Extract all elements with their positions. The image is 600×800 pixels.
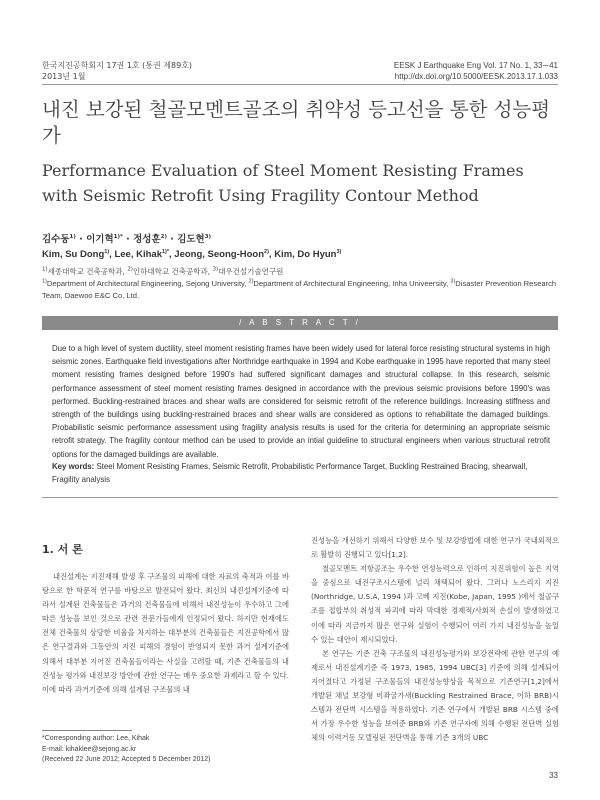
author-name: Kim, Su Dong <box>42 249 105 260</box>
affiliation-mark: 3) <box>450 278 456 285</box>
affiliation-mark: 2) <box>248 278 254 285</box>
affiliation-text: 인하대학교 건축공학과, <box>132 267 213 276</box>
abstract-heading: / A B S T R A C T / <box>239 318 361 327</box>
journal-name-ko: 한국지진공학회지 17권 1호 (통권 제89호) <box>42 61 193 70</box>
header-rule <box>42 84 558 85</box>
abstract-band <box>42 316 558 330</box>
body-column-left <box>42 570 289 697</box>
author-name: 정성훈 <box>133 234 161 245</box>
author-name: 김도현 <box>177 234 205 245</box>
affiliations-english <box>42 278 557 302</box>
footnote-rule <box>42 730 132 731</box>
author-separator: · <box>122 234 134 245</box>
affiliation-text: 대우건설기술연구원 <box>218 267 284 276</box>
keywords-label: Key words: <box>52 462 95 471</box>
affiliation-mark: 2) <box>127 266 133 273</box>
doi-link[interactable]: http://dx.doi.org/10.5000/EESK.2013.17.1.033 <box>394 72 558 81</box>
author-name: Lee, Kihak <box>114 249 162 260</box>
author-name: Kim, Do Hyun <box>274 249 337 260</box>
affiliation-mark: 3) <box>212 266 219 273</box>
author-separator: , <box>268 249 275 260</box>
body-paragraph: 본 연구는 기존 건축 구조물의 내진성능평가와 보강전략에 관한 연구의 예제로서 내진설계기준 즉 1973, 1985, 1994 UBC[3] 기준에 의해 설계되어 지어졌다고 가정된 구조물들의 내진성능향상을 목적으로 기존연구[1,2]에서 개발된 채널 보강형 비좌굴가새(Buckling Restrained Brace, 이하 BRB)시스템과 전단벽 시스템을 적용하였다. 기존 연구에서 개발된 BRB 시스템 중에서 가장 우수한 성능을 보여준 BRB와 기존 연구자에 의해 수행된 전단벽 실험체의 이력거동 모델링된 전단벽을 통해 기존 3개의 UBC <box>311 648 559 743</box>
author-separator: , <box>169 249 175 260</box>
affiliations-korean <box>42 266 283 277</box>
body-paragraph: 진성능을 개선하기 위해서 다양한 보수 및 보강방법에 대한 연구가 국내외적으로 활발히 진행되고 있다[1,2]. <box>311 536 559 560</box>
author-name: 이기혁 <box>86 234 114 245</box>
author-name: 김수동 <box>42 234 70 245</box>
received-date: (Received 22 June 2012; Accepted 5 December 2012) <box>42 756 211 763</box>
abstract-rule <box>42 497 558 498</box>
author-separator: · <box>166 234 178 245</box>
author-affiliation-mark: 1)* <box>161 248 170 255</box>
author-affiliation-mark: 1) <box>104 248 110 255</box>
author-affiliation-mark: 1) <box>69 233 76 240</box>
author-separator: , <box>109 249 115 260</box>
body-column-right <box>311 534 559 745</box>
affiliation-mark: 1) <box>42 278 47 285</box>
journal-header-left <box>42 60 192 82</box>
journal-name-en: EESK J Earthquake Eng Vol. 17 No. 1, 33∼41 <box>393 61 558 70</box>
author-separator: · <box>75 234 87 245</box>
issue-date-ko: 2013년 1월 <box>42 72 86 81</box>
affiliation-mark: 1) <box>42 266 48 273</box>
author-affiliation-mark: 2) <box>264 248 269 255</box>
corresponding-author: *Corresponding author: Lee, Kihak <box>42 735 150 742</box>
section-title: 1. 서 론 <box>42 543 83 556</box>
affiliation-text: Disaster Prevention Research Team, Daewoo E&C Co, Ltd. <box>42 279 557 300</box>
keywords <box>52 460 550 486</box>
author-affiliation-mark: 1)* <box>113 233 123 240</box>
abstract-text: Due to a high level of system ductility, steel moment resisting frames have been widely used for lateral force resisting structural systems in high seismic zones. Earthquake field investigations after Northridge earthquake in 1994 and Kobe earthquake in 1995 have reported that many steel moment resisting frames designed before 1990's had suffered significant damages and structural collapse. In this research, seismic performance assessment of steel moment resisting frames designed in accordance with the previous seismic provisions before 1990's was performed. Buckling-restrained braces and shear walls are considered for seismic retrofit of the reference buildings. Increasing stiffness and strength of the buildings using buckling-restrained braces and shear walls are considered as options to rehabilitate the damaged buildings. Probabilistic seismic performance assessment using fragility analysis results is used for the criteria for determining an appropriate seismic retrofit strategy. The fragility contour method can be used to provide an intial guideline to structural engineers when various structural retrofit options for the damaged buildings are available. <box>52 344 550 459</box>
author-affiliation-mark: 3) <box>204 233 212 240</box>
authors-korean <box>42 231 211 245</box>
body-paragraph: 철골모멘트 저항골조는 우수한 연성능력으로 인하여 지진위험이 높은 지역을 중심으로 내진구조시스템에 널리 채택되어 왔다. 그러나 노스리지 지진(Northridge, U.S.A, 1994 )과 고베 지진(Kobe, Japan, 1995 )에서 철골구조를 접합부의 취성적 파괴에 따라 막대한 경제적/사회적 손실이 발생하였고 이에 따라 지금까지 많은 연구와 실험이 수행되어 여러 가지 내진성능을 높일 수 있는 대안이 제시되었다. <box>311 564 559 644</box>
title-english: Performance Evaluation of Steel Moment Resisting Frames with Seismic Retrofit Using Fragility Contour Method <box>42 161 524 205</box>
page-number: 33 <box>549 771 558 780</box>
authors-english <box>42 249 341 260</box>
title-korean: 내진 보강된 철골모멘트골조의 취약성 등고선을 통한 성능평가 <box>42 98 551 147</box>
author-affiliation-mark: 2) <box>160 233 167 240</box>
affiliation-text: Department of Architectural Engineering, Sejong University, <box>46 279 249 288</box>
affiliation-text: 세종대학교 건축공학과, <box>47 267 128 276</box>
author-email: E-mail: kihaklee@sejong.ac.kr <box>42 745 137 753</box>
keywords-list: Steel Moment Resisting Frames, Seismic Retrofit, Probabilistic Performance Target, Buckling Restrained Bracing, shearwall, Fragility analysis <box>52 462 528 485</box>
author-affiliation-mark: 3) <box>336 248 342 255</box>
affiliation-text: Department of Architectural Engineering, Inha Univeersity, <box>253 279 451 288</box>
footnote <box>42 734 211 766</box>
body-paragraph: 내진설계는 지진재해 발생 후 구조물의 피해에 대한 자료의 축적과 이를 바탕으로 한 학문적 연구를 바탕으로 발전되어 왔다. 최신의 내진설계기준에 따라서 설계된 건축물들은 과거의 건축물들에 비해서 내진성능이 우수하고 그에 따른 성능을 보인 것으로 관련 전문가들에게 인정되어 왔다. 하지만 현재에도 전체 건축물의 상당한 비율을 차지하는 대부분의 건축물들은 지진공학에서 많은 연구결과와 그동안의 지진 피해의 경험이 반영되지 못한 과거 설계기준에 의해서 대부분 지어진 건축물들이라는 사실을 고려할 때, 기존 건축물들의 내진성능 평가와 내진보강 방안에 관한 연구는 매우 중요한 과제라고 할 수 있다. 이에 따라 과거기준에 의해 설계된 구조물의 내 <box>42 572 289 694</box>
journal-header-right <box>394 60 558 82</box>
author-name: Jeong, Seong-Hoon <box>174 249 265 260</box>
